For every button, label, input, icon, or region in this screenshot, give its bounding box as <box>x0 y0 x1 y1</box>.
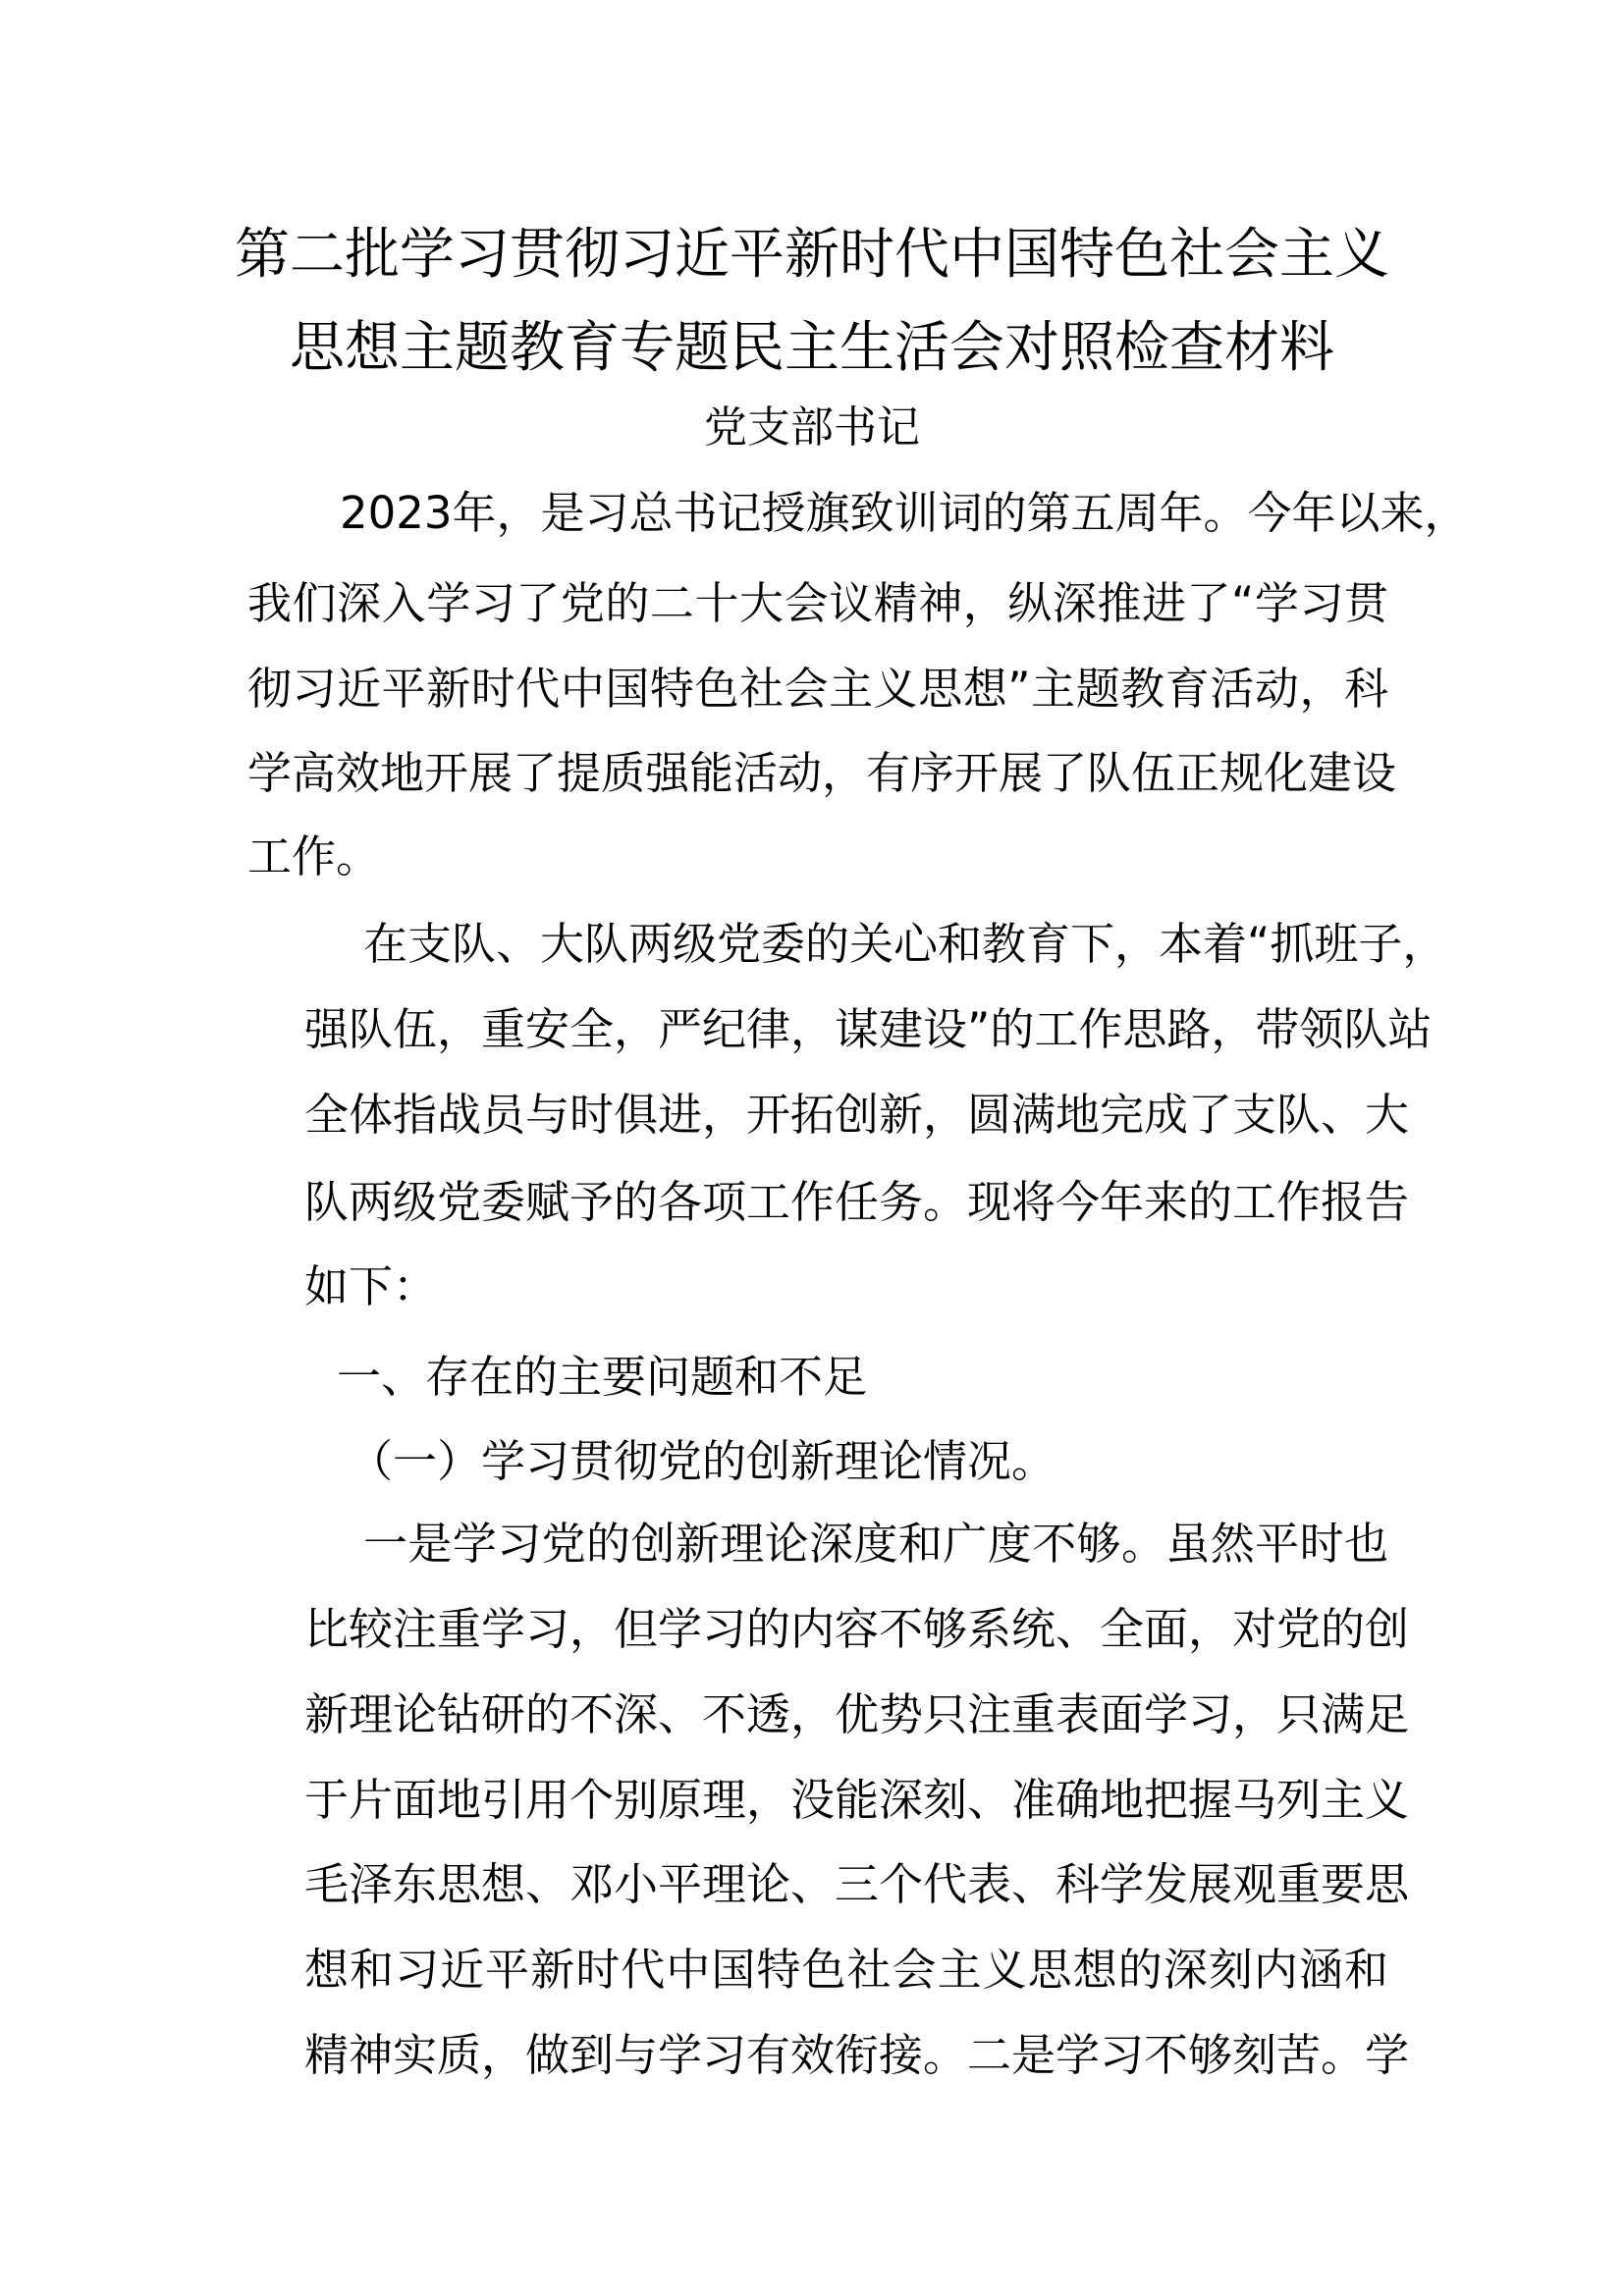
section-heading: 一、存在的主要问题和不足 <box>337 1351 868 1403</box>
paragraph-line: 全体指战员与时俱进，开拓创新，圆满地完成了支队、大 <box>304 1089 1410 1141</box>
paragraph-line: 队两级党委赋予的各项工作任务。现将今年来的工作报告 <box>304 1176 1410 1228</box>
paragraph-line: 工作。 <box>247 830 381 882</box>
document-title-line-2: 思想主题教育专题民主生活会对照检查材料 <box>290 316 1334 380</box>
paragraph-line: 在支队、大队两级党委的关心和教育下，本着“抓班子， <box>363 918 1447 970</box>
subsection-heading: （一）学习贯彻党的创新理论情况。 <box>349 1435 1056 1487</box>
paragraph-line: 强队伍，重安全，严纪律，谋建设”的工作思路，带领队站 <box>304 1003 1433 1055</box>
paragraph-line: 如下： <box>304 1260 438 1312</box>
paragraph-line: 学高效地开展了提质强能活动，有序开展了队伍正规化建设 <box>247 747 1397 799</box>
paragraph-line: 精神实质，做到与学习有效衔接。二是学习不够刻苦。学 <box>304 2029 1410 2081</box>
document-title-line-1: 第二批学习贯彻习近平新时代中国特色社会主义 <box>235 223 1389 287</box>
paragraph-line: 彻习近平新时代中国特色社会主义思想”主题教育活动，科 <box>247 663 1388 715</box>
paragraph-line: 新理论钻研的不深、不透，优势只注重表面学习，只满足 <box>304 1688 1410 1740</box>
document-author: 党支部书记 <box>704 402 920 453</box>
paragraph-line: 于片面地引用个别原理，没能深刻、准确地把握马列主义 <box>304 1774 1410 1826</box>
paragraph-line: 比较注重学习，但学习的内容不够系统、全面，对党的创 <box>304 1603 1410 1655</box>
paragraph-line: 一是学习党的创新理论深度和广度不够。虽然平时也 <box>363 1518 1388 1570</box>
paragraph-line: 2023年，是习总书记授旗致训词的第五周年。今年以来， <box>340 487 1469 539</box>
paragraph-line: 毛泽东思想、邓小平理论、三个代表、科学发展观重要思 <box>304 1858 1410 1910</box>
paragraph-line: 想和习近平新时代中国特色社会主义思想的深刻内涵和 <box>304 1944 1388 1996</box>
paragraph-line: 我们深入学习了党的二十大会议精神，纵深推进了“学习贯 <box>247 577 1388 629</box>
